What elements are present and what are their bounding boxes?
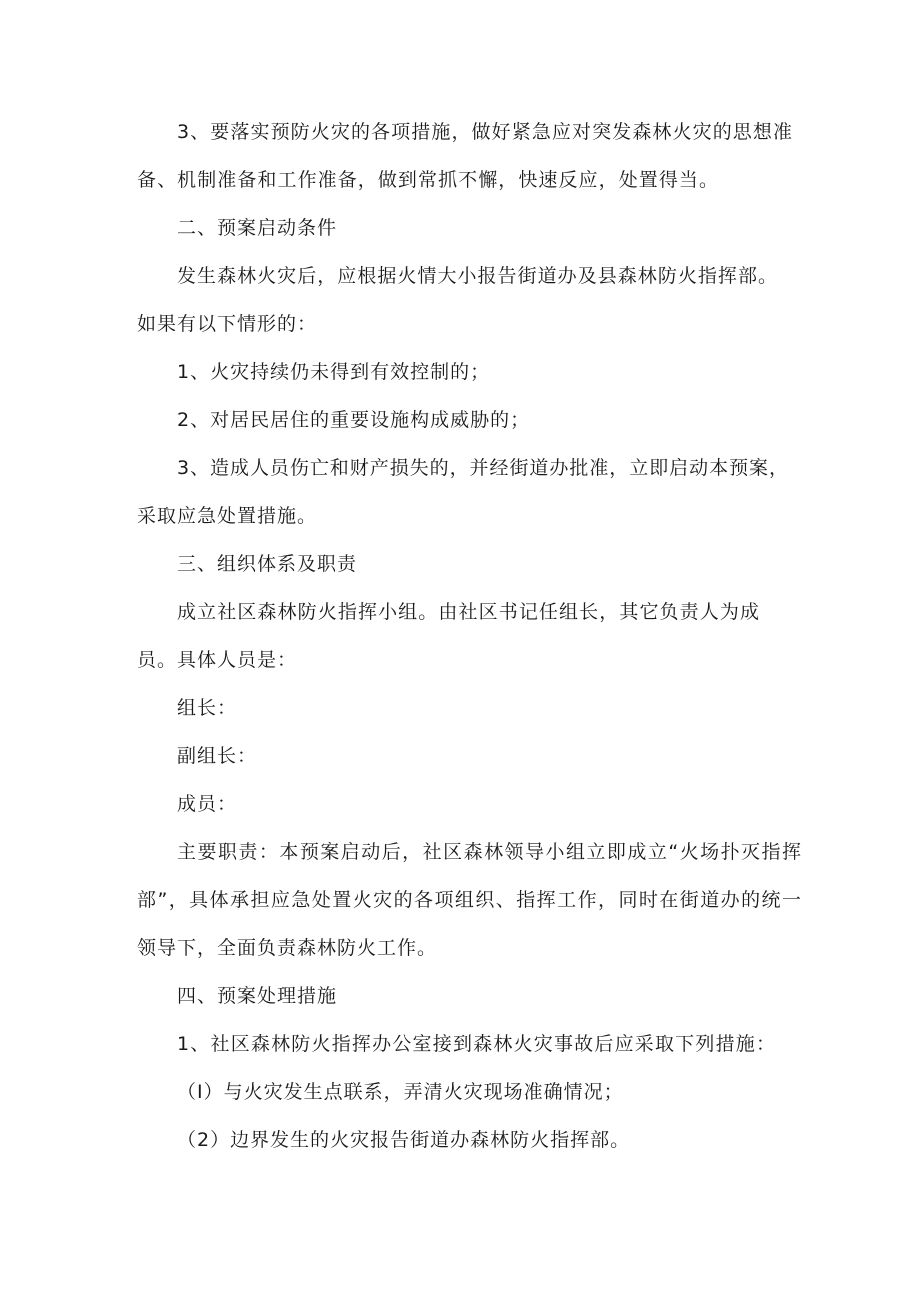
measure-subitem-2: （2）边界发生的火灾报告街道办森林防火指挥部。 [177, 1129, 631, 1151]
paragraph-3-line-1: 3、要落实预防火灾的各项措施，做好紧急应对突发森林火灾的思想准 [177, 121, 792, 143]
condition-item-3-line-1: 3、造成人员伤亡和财产损失的，并经街道办批准，立即启动本预案， [177, 457, 788, 479]
condition-item-1: 1、火灾持续仍未得到有效控制的； [177, 361, 491, 383]
duties-paragraph-line-3: 领导下，全面负责森林防火工作。 [137, 937, 438, 959]
section-heading-3: 三、组织体系及职责 [177, 553, 358, 575]
paragraph-start-conditions-line-2: 如果有以下情形的： [137, 313, 318, 335]
members-label: 成员： [177, 793, 238, 815]
duties-paragraph-line-1: 主要职责：本预案启动后，社区森林领导小组立即成立“火场扑灭指挥 [177, 841, 801, 863]
condition-item-3-line-2: 采取应急处置措施。 [137, 505, 318, 527]
paragraph-start-conditions-line-1: 发生森林火灾后，应根据火情大小报告街道办及县森林防火指挥部。 [177, 265, 777, 287]
duties-paragraph-line-2: 部”，具体承担应急处置火灾的各项组织、指挥工作，同时在街道办的统一 [137, 889, 801, 911]
paragraph-3-line-2: 备、机制准备和工作准备，做到常抓不懈，快速反应，处置得当。 [137, 169, 718, 191]
condition-item-2: 2、对居民居住的重要设施构成威胁的； [177, 409, 531, 431]
organization-paragraph-line-2: 员。具体人员是： [137, 649, 298, 671]
measure-item-1: 1、社区森林防火指挥办公室接到森林火灾事故后应采取下列措施： [177, 1033, 775, 1055]
measure-subitem-1: （I）与火灾发生点联系，弄清火灾现场准确情况； [177, 1081, 624, 1103]
deputy-leader-label: 副组长： [177, 745, 258, 767]
section-heading-2: 二、预案启动条件 [177, 217, 338, 239]
team-leader-label: 组长： [177, 697, 238, 719]
section-heading-4: 四、预案处理措施 [177, 985, 338, 1007]
organization-paragraph-line-1: 成立社区森林防火指挥小组。由社区书记任组长，其它负责人为成 [177, 601, 759, 623]
